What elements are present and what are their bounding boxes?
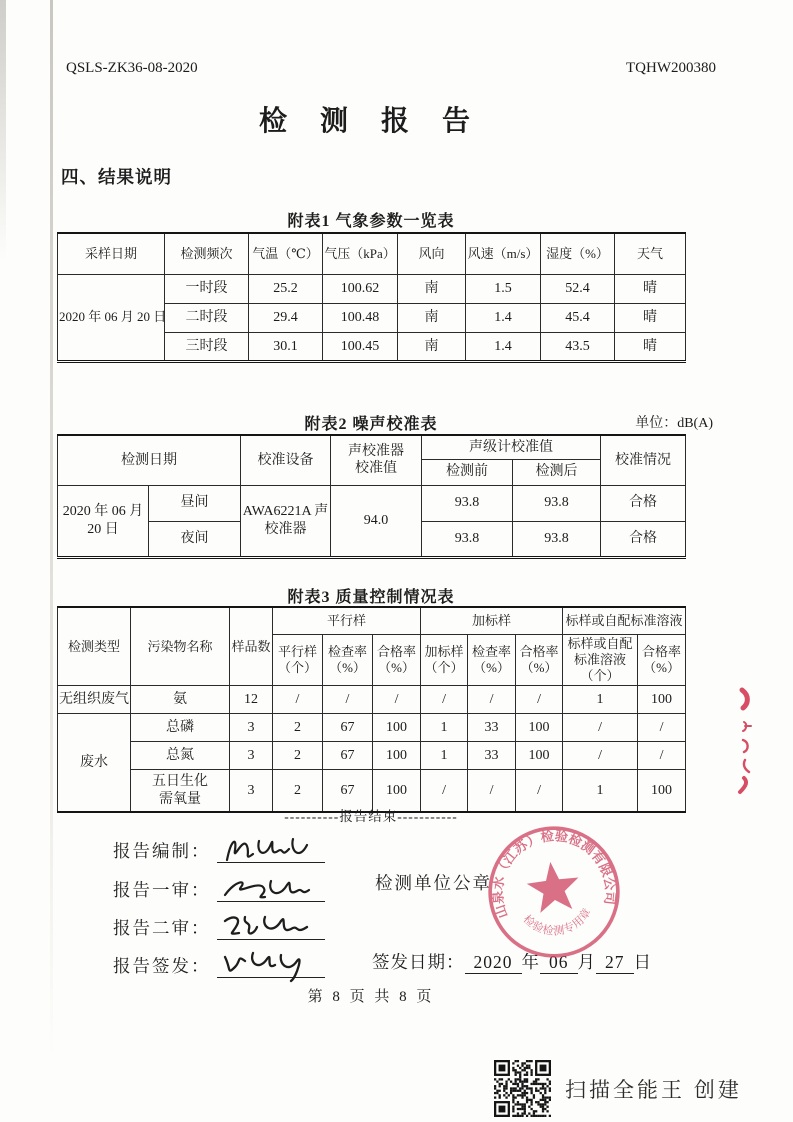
calibration-date-cell: 2020 年 06 月 20 日 xyxy=(58,485,149,557)
weather-parameters-table xyxy=(57,232,686,363)
section-heading: 四、结果说明 xyxy=(61,167,172,187)
sample-date-cell: 2020 年 06 月 20 日 xyxy=(58,275,165,362)
signature-label: 报告一审： xyxy=(113,880,211,900)
page-number: 第 8 页 共 8 页 xyxy=(307,989,435,1005)
device-cell: AWA6221A 声校准器 xyxy=(241,485,331,557)
column-header: 污染物名称 xyxy=(131,607,230,686)
table-cell: 1.5 xyxy=(466,275,541,304)
issue-date-label: 签发日期： xyxy=(372,952,465,972)
table-cell: 43.5 xyxy=(541,333,615,362)
table-cell: / xyxy=(516,686,563,714)
table-cell: 33 xyxy=(468,742,516,770)
scanner-footer xyxy=(494,1060,742,1117)
month-char: 月 xyxy=(577,952,596,972)
table-cell: / xyxy=(638,714,686,742)
table-cell: 3 xyxy=(230,742,273,770)
table-cell: 100.45 xyxy=(323,333,398,362)
table-cell: 93.8 xyxy=(422,485,513,521)
column-header: 平行样（个） xyxy=(273,634,323,686)
table-cell: 12 xyxy=(230,686,273,714)
table-cell: 1 xyxy=(563,686,638,714)
table-cell: 1 xyxy=(563,770,638,812)
column-header: 声级计校准值 xyxy=(422,435,601,459)
calibrator-value-cell: 94.0 xyxy=(331,485,422,557)
table-cell: 67 xyxy=(323,742,373,770)
report-end-marker: ----------报告结束----------- xyxy=(284,809,458,824)
scan-fold-line xyxy=(50,0,53,1058)
table-cell: 29.4 xyxy=(249,304,323,333)
table-cell: 合格 xyxy=(601,521,686,557)
handwritten-signature xyxy=(217,832,317,868)
scan-edge-shadow xyxy=(0,0,6,260)
signature-line xyxy=(217,947,325,978)
qr-code xyxy=(494,1060,551,1117)
column-header: 加标样（个） xyxy=(421,634,468,686)
table-cell: / xyxy=(516,770,563,812)
year-char: 年 xyxy=(521,952,540,972)
table-row xyxy=(58,275,686,304)
table-cell: 晴 xyxy=(615,275,686,304)
table-cell: 100 xyxy=(373,742,421,770)
column-header: 湿度（%） xyxy=(541,233,615,275)
table-cell: 南 xyxy=(398,275,466,304)
table-cell: 100 xyxy=(638,686,686,714)
table-cell: / xyxy=(421,686,468,714)
table-cell: 氨 xyxy=(131,686,230,714)
seal-bottom-text: 检验检测专用章 xyxy=(520,906,594,938)
table-cell: 1 xyxy=(421,742,468,770)
column-header: 风向 xyxy=(398,233,466,275)
table-cell: 1.4 xyxy=(466,333,541,362)
table-cell: 25.2 xyxy=(249,275,323,304)
scanner-watermark-label: 扫描全能王 创建 xyxy=(565,1078,742,1102)
table-cell: 昼间 xyxy=(149,485,241,521)
column-header: 校准设备 xyxy=(241,435,331,485)
table-cell: 晴 xyxy=(615,304,686,333)
table-cell: 33 xyxy=(468,714,516,742)
table-cell: 2 xyxy=(273,714,323,742)
issue-day: 27 xyxy=(596,952,634,974)
signature-label: 报告签发： xyxy=(113,956,211,976)
table-cell: / xyxy=(468,770,516,812)
table2-title: 附表2 噪声校准表 xyxy=(304,416,438,433)
column-header: 检测类型 xyxy=(58,607,131,686)
column-header: 样品数 xyxy=(230,607,273,686)
column-header: 检测后 xyxy=(513,459,601,485)
signature-row-prepared xyxy=(113,832,325,863)
table-cell: 93.8 xyxy=(513,485,601,521)
table-cell: 夜间 xyxy=(149,521,241,557)
table-row xyxy=(58,686,686,714)
table-cell: 2 xyxy=(273,742,323,770)
table-cell: 100 xyxy=(373,770,421,812)
table-cell: 二时段 xyxy=(165,304,249,333)
table-cell: 2 xyxy=(273,770,323,812)
table-cell: 93.8 xyxy=(513,521,601,557)
signature-line xyxy=(217,832,325,863)
table-cell: 3 xyxy=(230,770,273,812)
report-number: TQHW200380 xyxy=(626,60,716,76)
table-cell: 合格 xyxy=(601,485,686,521)
doc-code: QSLS-ZK36-08-2020 xyxy=(66,60,198,76)
table-row xyxy=(58,742,686,770)
table-cell: / xyxy=(421,770,468,812)
table-cell: 一时段 xyxy=(165,275,249,304)
table3-title: 附表3 质量控制情况表 xyxy=(287,589,455,606)
handwritten-signature xyxy=(217,947,317,983)
document-header xyxy=(66,60,716,77)
noise-calibration-table xyxy=(57,434,686,559)
signature-row-issued xyxy=(113,947,325,978)
table-cell: 1.4 xyxy=(466,304,541,333)
column-header: 合格率（%） xyxy=(516,634,563,686)
column-header: 检查率（%） xyxy=(468,634,516,686)
column-header: 气温（℃） xyxy=(249,233,323,275)
issue-year: 2020 xyxy=(465,952,522,974)
signature-line xyxy=(217,871,325,902)
column-header: 合格率（%） xyxy=(373,634,421,686)
table-cell: 30.1 xyxy=(249,333,323,362)
table-cell: 总氮 xyxy=(131,742,230,770)
table-cell: / xyxy=(468,686,516,714)
signature-label: 报告二审： xyxy=(113,918,211,938)
table-cell: 南 xyxy=(398,333,466,362)
table-cell: 67 xyxy=(323,770,373,812)
table-cell: / xyxy=(323,686,373,714)
table-cell: / xyxy=(563,742,638,770)
column-header: 平行样 xyxy=(273,607,421,634)
table-cell: / xyxy=(563,714,638,742)
column-header: 检测前 xyxy=(422,459,513,485)
seal-ring-text: 山泉水（江苏）检验检测有限公司 xyxy=(490,828,619,921)
column-header: 标样或自配标准溶液 xyxy=(563,607,686,634)
table-row xyxy=(58,485,686,521)
page-edge-stamp-fragment xyxy=(730,686,766,802)
column-header: 检查率（%） xyxy=(323,634,373,686)
day-char: 日 xyxy=(633,952,652,972)
column-header: 合格率（%） xyxy=(638,634,686,686)
signature-line xyxy=(217,909,325,940)
handwritten-signature xyxy=(217,871,317,907)
table-cell: 100 xyxy=(638,770,686,812)
table-row xyxy=(58,714,686,742)
table-cell: 总磷 xyxy=(131,714,230,742)
column-header: 检测日期 xyxy=(58,435,241,485)
quality-control-table xyxy=(57,606,686,813)
column-header xyxy=(331,435,422,485)
table-cell-text: 五日生化需氧量 xyxy=(152,774,208,807)
signature-label: 报告编制： xyxy=(113,841,211,861)
column-header: 标样或自配标准溶液（个） xyxy=(563,634,638,686)
column-header-text: 声校准器校准值 xyxy=(348,443,404,477)
table-cell: 南 xyxy=(398,304,466,333)
table-cell: 1 xyxy=(421,714,468,742)
column-header: 采样日期 xyxy=(58,233,165,275)
table-cell: 100 xyxy=(516,742,563,770)
column-header: 天气 xyxy=(615,233,686,275)
signature-row-first-review xyxy=(113,871,325,902)
table2-unit-label: 单位：dB(A) xyxy=(635,416,713,431)
column-header: 校准情况 xyxy=(601,435,686,485)
sample-type-cell: 废水 xyxy=(58,714,131,812)
table-cell: 93.8 xyxy=(422,521,513,557)
signature-row-second-review xyxy=(113,909,325,940)
table2-titlebar xyxy=(57,411,713,434)
table-cell: / xyxy=(273,686,323,714)
column-header: 风速（m/s） xyxy=(466,233,541,275)
table-cell: 100 xyxy=(516,714,563,742)
column-header: 加标样 xyxy=(421,607,563,634)
table-cell: 晴 xyxy=(615,333,686,362)
table-cell: 3 xyxy=(230,714,273,742)
report-title: 检 测 报 告 xyxy=(258,106,483,137)
column-header: 气压（kPa） xyxy=(323,233,398,275)
issue-month: 06 xyxy=(540,952,578,974)
table-cell: 100 xyxy=(373,714,421,742)
table-cell: 100.62 xyxy=(323,275,398,304)
table-cell: 45.4 xyxy=(541,304,615,333)
seal-caption: 检测单位公章 xyxy=(375,873,492,893)
company-seal-stamp xyxy=(469,807,638,976)
table-cell: / xyxy=(638,742,686,770)
table-cell: / xyxy=(373,686,421,714)
column-header: 检测频次 xyxy=(165,233,249,275)
handwritten-signature xyxy=(217,909,317,945)
table-cell: 52.4 xyxy=(541,275,615,304)
table-cell: 100.48 xyxy=(323,304,398,333)
seal-star xyxy=(524,859,582,914)
sample-type-cell: 无组织废气 xyxy=(58,686,131,714)
table-cell: 67 xyxy=(323,714,373,742)
table-cell: 三时段 xyxy=(165,333,249,362)
table1-title: 附表1 气象参数一览表 xyxy=(287,213,455,230)
